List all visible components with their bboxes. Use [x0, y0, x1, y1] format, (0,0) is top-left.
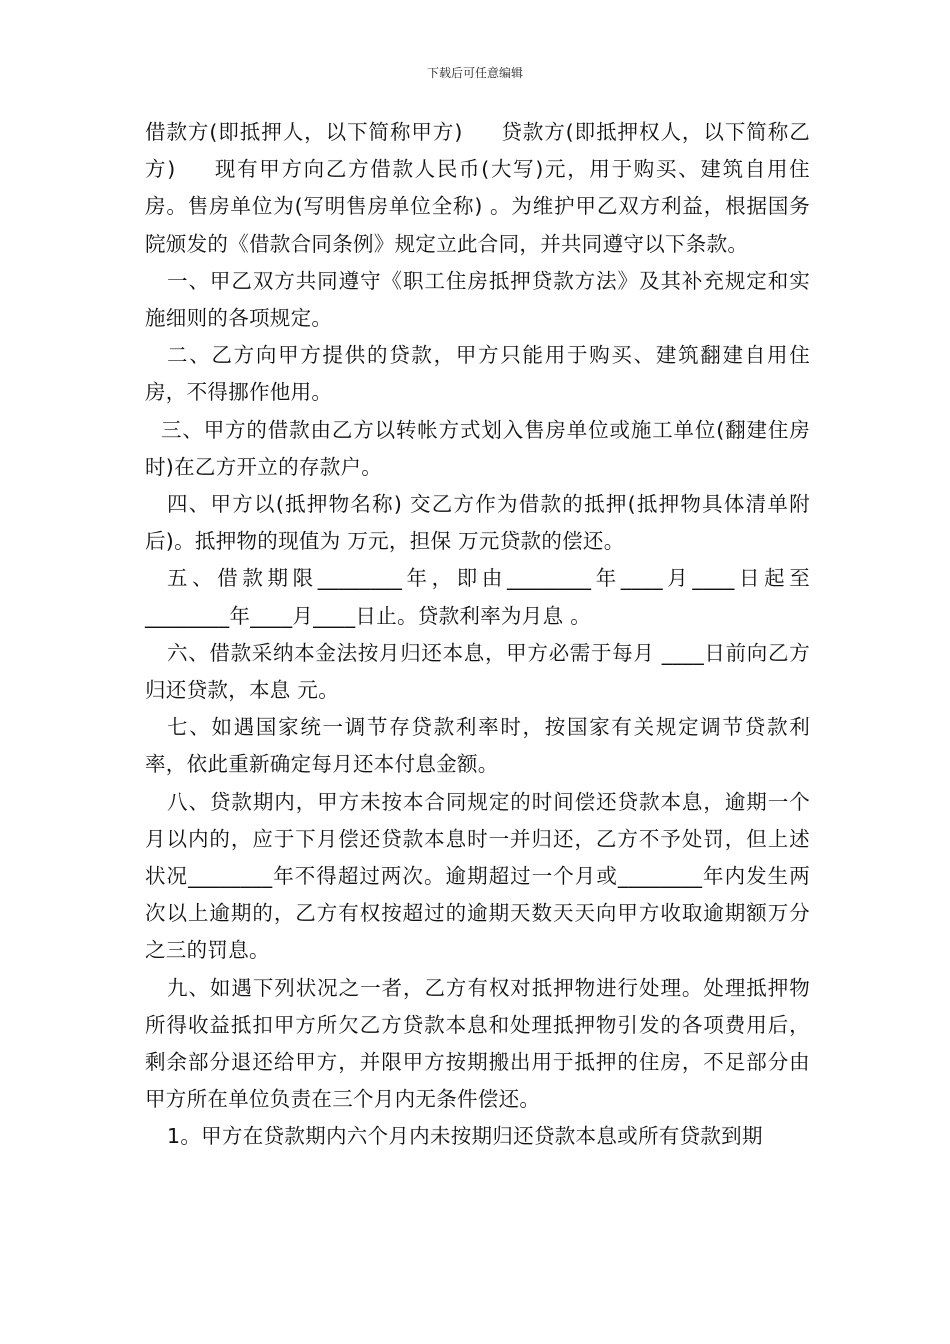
- clause-6: 六、借款采纳本金法按月归还本息，甲方必需于每月 ____日前向乙方归还贷款，本息 元。: [145, 640, 810, 703]
- clause-7: 七、如遇国家统一调节存贷款利率时，按国家有关规定调节贷款利率，依此重新确定每月还本付息金额。: [145, 715, 810, 777]
- clause-9: 九、如遇下列状况之一者，乙方有权对抵押物进行处理。处理抵押物所得收益抵扣甲方所欠乙方贷款本息和处理抵押物引发的各项费用后，剩余部分退还给甲方，并限甲方按期搬出用于抵押的住房，不足部分由甲方所在单位负责在三个月内无条件偿还。: [145, 975, 810, 1112]
- intro-paragraph: [145, 114, 810, 263]
- clause-9-item-1: 1。甲方在贷款期内六个月内未按期归还贷款本息或所有贷款到期: [167, 1124, 763, 1149]
- intro-lender: 贷款方(即抵押权人，以下简称乙方): [145, 120, 811, 182]
- clause-2: 二、乙方向甲方提供的贷款，甲方只能用于购买、建筑翻建自用住房，不得挪作他用。: [145, 343, 810, 405]
- clause-5: 五、借款期限________年，即由________年____月____日起至________年____月____日止。贷款利率为月息 。: [145, 566, 810, 628]
- contract-body: [145, 114, 810, 1156]
- page-header-note: 下载后可任意编辑: [426, 66, 523, 80]
- clause-3: 三、甲方的借款由乙方以转帐方式划入售房单位或施工单位(翻建住房时)在乙方开立的存款户。: [145, 417, 810, 479]
- intro-borrower: 借款方(即抵押人，以下简称甲方): [145, 120, 463, 144]
- clause-4: 四、甲方以(抵押物名称) 交乙方作为借款的抵押(抵押物具体清单附后)。抵押物的现值为 万元，担保 万元贷款的偿还。: [145, 492, 810, 554]
- clause-8: 八、贷款期内，甲方未按本合同规定的时间偿还贷款本息，逾期一个月以内的，应于下月偿还贷款本息时一并归还，乙方不予处罚，但上述状况________年不得超过两次。逾期超过一个月或________年内发生两次以上逾期的，乙方有权按超过的逾期天数天天向甲方收取逾期额万分之三的罚息。: [145, 789, 810, 963]
- intro-statement: 现有甲方向乙方借款人民币(大写)元，用于购买、建筑自用住房。售房单位为(写明售房单位全称) 。为维护甲乙双方利益，根据国务院颁发的《借款合同条例》规定立此合同，并共同遵守以下条款。: [145, 157, 810, 256]
- clause-1: 一、甲乙双方共同遵守《职工住房抵押贷款方法》及其补充规定和实施细则的各项规定。: [145, 268, 810, 331]
